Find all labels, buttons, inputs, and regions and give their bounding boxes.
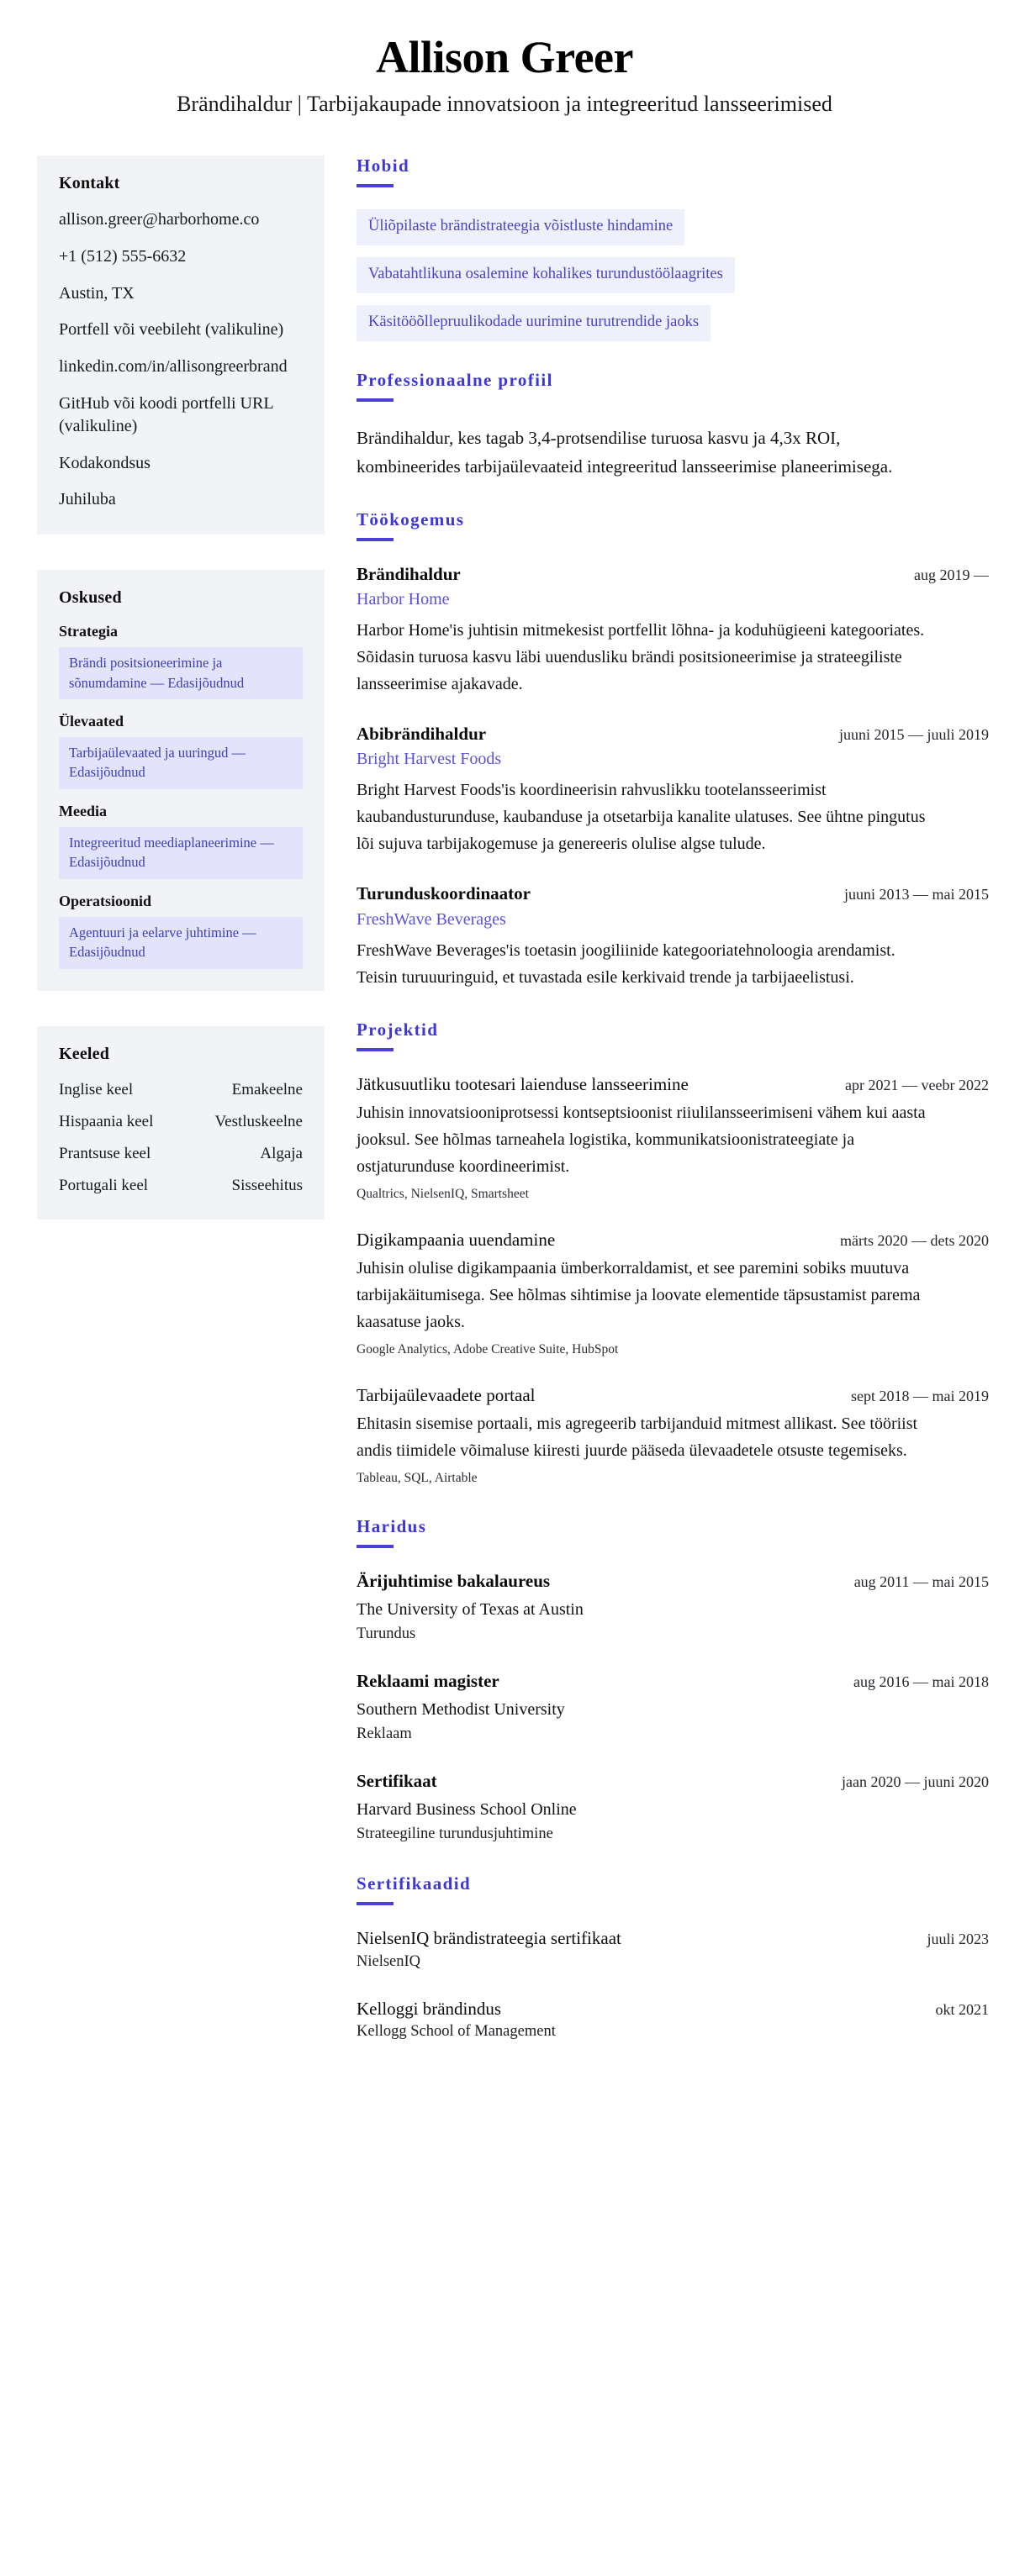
job-organization[interactable]: Harbor Home — [357, 589, 450, 608]
certification-issuer: NielsenIQ — [357, 1952, 421, 1970]
job-role: Abibrändihaldur — [357, 723, 487, 744]
contact-title: Kontakt — [59, 173, 120, 192]
hobby-chip: Üliõpilaste brändistrateegia võistluste hindamine — [357, 209, 684, 245]
entry-header — [357, 1073, 989, 1096]
contact-github[interactable]: GitHub või koodi portfelli URL (valikuline) — [59, 393, 273, 435]
profile-title: Professionaalne profiil — [357, 369, 553, 390]
project-entry — [357, 1073, 989, 1204]
contact-portfolio[interactable]: Portfell või veebileht (valikuline) — [59, 320, 284, 340]
hobbies-title: Hobid — [357, 155, 410, 176]
candidate-name: Allison Greer — [376, 32, 633, 82]
language-row — [59, 1143, 303, 1164]
job-description: Harbor Home'is juhtisin mitmekesist portfellit lõhna- ja koduhügieeni kategooriates. Sõidasin turuosa kasvu läbi uuendusliku brändi positsioneerimise ja strateegiliste lansseerimise ajakavade. — [357, 620, 925, 693]
project-date: sept 2018 — mai 2019 — [851, 1387, 989, 1404]
contact-linkedin[interactable]: linkedin.com/in/allisongreerbrand — [59, 357, 288, 377]
section-education — [357, 1516, 989, 1846]
section-hobbies — [357, 155, 989, 341]
contact-email[interactable]: allison.greer@harborhome.co — [59, 209, 260, 229]
school-name: Harvard Business School Online — [357, 1800, 577, 1820]
skill-group — [59, 893, 303, 969]
language-level: Vestluskeelne — [214, 1112, 303, 1130]
resume-body — [0, 119, 1009, 2105]
job-description: FreshWave Beverages'is toetasin joogiliinide kategooriatehnoloogia arendamist. Teisin turuuuringuid, et tuvastada esile kerkivaid trende ja tarbijaeelistusi. — [357, 940, 895, 987]
job-date: juuni 2015 — juuli 2019 — [838, 725, 989, 743]
certification-entry — [357, 1927, 989, 1972]
project-entry — [357, 1384, 989, 1488]
experience-entry — [357, 563, 989, 698]
experience-entry — [357, 723, 989, 857]
profile-text: Brändihaldur, kes tagab 3,4-protsendilise turuosa kasvu ja 4,3x ROI, kombineerides tarbijaülevaateid integreeritud lansseerimise planeerimisega. — [357, 427, 893, 477]
certifications-title: Sertifikaadid — [357, 1873, 472, 1894]
hobby-chip: Vabatahtlikuna osalemine kohalikes turundustöölaagrites — [357, 257, 735, 293]
section-rule — [357, 1902, 394, 1905]
language-level: Algaja — [260, 1144, 303, 1162]
certification-date: okt 2021 — [935, 2000, 989, 2018]
education-title: Haridus — [357, 1515, 427, 1536]
section-projects — [357, 1019, 989, 1488]
skill-group — [59, 623, 303, 699]
job-organization[interactable]: FreshWave Beverages — [357, 909, 506, 929]
project-description: Juhisin innovatsiooniprotsessi kontseptsioonist riiulilansseerimiseni vähem kui aasta jooksul. See hõlmas tarneahela logistika, kommunikatsioonistrateegiate ja ostjaturunduse koordineerimist. — [357, 1103, 926, 1176]
language-name: Prantsuse keel — [59, 1144, 151, 1162]
project-name: Digikampaania uuendamine — [357, 1229, 556, 1250]
section-rule — [357, 1545, 394, 1548]
skill-chip: Brändi positsioneerimine ja sõnumdamine — Edasijõudnud — [59, 647, 303, 699]
entry-header — [357, 1770, 989, 1793]
project-name: Tarbijaülevaadete portaal — [357, 1384, 536, 1405]
section-rule — [357, 538, 394, 541]
degree-date: aug 2016 — mai 2018 — [853, 1673, 989, 1690]
skill-chip: Agentuuri ja eelarve juhtimine — Edasijõudnud — [59, 917, 303, 969]
contact-citizenship: Kodakondsus — [59, 453, 151, 472]
sidebar-column — [37, 155, 325, 1220]
school-name: Southern Methodist University — [357, 1700, 565, 1720]
job-organization[interactable]: Bright Harvest Foods — [357, 750, 502, 769]
skill-group — [59, 803, 303, 879]
language-row — [59, 1175, 303, 1196]
experience-title: Töökogemus — [357, 508, 465, 529]
candidate-tagline: Brändihaldur | Tarbijakaupade innovatsioon ja integreeritud lansseerimised — [177, 92, 832, 117]
language-row — [59, 1079, 303, 1100]
education-entry — [357, 1570, 989, 1645]
job-date: aug 2019 — — [914, 566, 989, 583]
entry-header — [357, 563, 989, 586]
languages-card — [37, 1026, 325, 1220]
certification-issuer: Kellogg School of Management — [357, 2022, 556, 2040]
degree-date: jaan 2020 — juuni 2020 — [842, 1773, 989, 1791]
project-tools: Tableau, SQL, Airtable — [357, 1470, 478, 1485]
skill-chip: Integreeritud meediaplaneerimine — Edasijõudnud — [59, 827, 303, 879]
language-level: Sisseehitus — [231, 1176, 303, 1194]
entry-header — [357, 1998, 989, 2020]
contact-location: Austin, TX — [59, 283, 135, 303]
entry-header — [357, 1927, 989, 1950]
field-of-study: Turundus — [357, 1625, 416, 1642]
job-role: Turunduskoordinaator — [357, 883, 531, 904]
language-name: Portugali keel — [59, 1176, 149, 1194]
contact-phone[interactable]: +1 (512) 555-6632 — [59, 246, 187, 266]
project-date: apr 2021 — veebr 2022 — [845, 1076, 989, 1093]
entry-header — [357, 882, 989, 905]
degree-name: Ärijuhtimise bakalaureus — [357, 1570, 551, 1591]
language-name: Inglise keel — [59, 1080, 134, 1098]
skill-group-label: Operatsioonid — [59, 892, 152, 909]
skills-card — [37, 570, 325, 990]
entry-header — [357, 1570, 989, 1593]
skill-chip: Tarbijaülevaated ja uuringud — Edasijõudnud — [59, 737, 303, 789]
language-name: Hispaania keel — [59, 1112, 154, 1130]
project-name: Jätkusuutliku tootesari laienduse lansseerimine — [357, 1073, 689, 1094]
certification-name: NielsenIQ brändistrateegia sertifikaat — [357, 1928, 621, 1949]
skill-group-label: Strategia — [59, 623, 118, 640]
entry-header — [357, 1384, 989, 1407]
entry-header — [357, 723, 989, 745]
experience-entry — [357, 882, 989, 990]
section-profile — [357, 370, 989, 481]
skills-title: Oskused — [59, 588, 122, 608]
certification-entry — [357, 1998, 989, 2042]
section-rule — [357, 184, 394, 187]
degree-name: Reklaami magister — [357, 1670, 499, 1691]
school-name: The University of Texas at Austin — [357, 1599, 584, 1619]
entry-header — [357, 1670, 989, 1693]
language-level: Emakeelne — [231, 1080, 303, 1098]
contact-card — [37, 155, 325, 535]
education-entry — [357, 1670, 989, 1745]
section-experience — [357, 509, 989, 991]
languages-title: Keeled — [59, 1044, 110, 1063]
job-description: Bright Harvest Foods'is koordineerisin rahvuslikku tootelansseerimist kaubandusturunduse, kaubanduse ja otsetarbija kanalite ulatuses. See ühtne pingutus lõi sujuva tarbijakogemuse ja genereeris olulise algse tulude. — [357, 781, 926, 854]
project-tools: Qualtrics, NielsenIQ, Smartsheet — [357, 1186, 529, 1201]
job-date: juuni 2013 — mai 2015 — [844, 886, 989, 903]
project-entry — [357, 1229, 989, 1359]
main-column — [345, 155, 989, 2071]
skill-group — [59, 713, 303, 789]
project-description: Ehitasin sisemise portaali, mis agregeerib tarbijanduid mitmest allikast. See tööriist andis tiimidele võimaluse kiiresti juurde pääseda ülevaadetele otsuste tegemiseks. — [357, 1414, 918, 1460]
field-of-study: Reklaam — [357, 1725, 412, 1743]
language-row — [59, 1111, 303, 1132]
job-role: Brändihaldur — [357, 563, 461, 584]
certification-date: juuli 2023 — [927, 1931, 989, 1948]
education-entry — [357, 1770, 989, 1845]
resume-header — [0, 0, 1009, 119]
section-certifications — [357, 1873, 989, 2042]
entry-header — [357, 1229, 989, 1251]
field-of-study: Strateegiline turundusjuhtimine — [357, 1825, 553, 1843]
degree-name: Sertifikaat — [357, 1771, 437, 1792]
skill-group-label: Ülevaated — [59, 712, 124, 730]
contact-drivers-license: Juhiluba — [59, 490, 116, 509]
certification-name: Kelloggi brändindus — [357, 1998, 502, 2019]
section-rule — [357, 1048, 394, 1051]
project-date: märts 2020 — dets 2020 — [840, 1231, 989, 1249]
projects-title: Projektid — [357, 1019, 439, 1040]
contact-list — [59, 208, 303, 511]
project-description: Juhisin olulise digikampaania ümberkorraldamist, et see paremini sobiks muutuva tarbijakäitumisega. See hõlmas sihtimise ja loovate elementide täpsustamist parema kaasatuse jaoks. — [357, 1258, 921, 1331]
degree-date: aug 2011 — mai 2015 — [853, 1572, 989, 1590]
section-rule — [357, 398, 394, 402]
hobby-chip: Käsitööõllepruulikodade uurimine turutrendide jaoks — [357, 305, 711, 341]
project-tools: Google Analytics, Adobe Creative Suite, HubSpot — [357, 1341, 619, 1356]
skill-group-label: Meedia — [59, 802, 107, 819]
